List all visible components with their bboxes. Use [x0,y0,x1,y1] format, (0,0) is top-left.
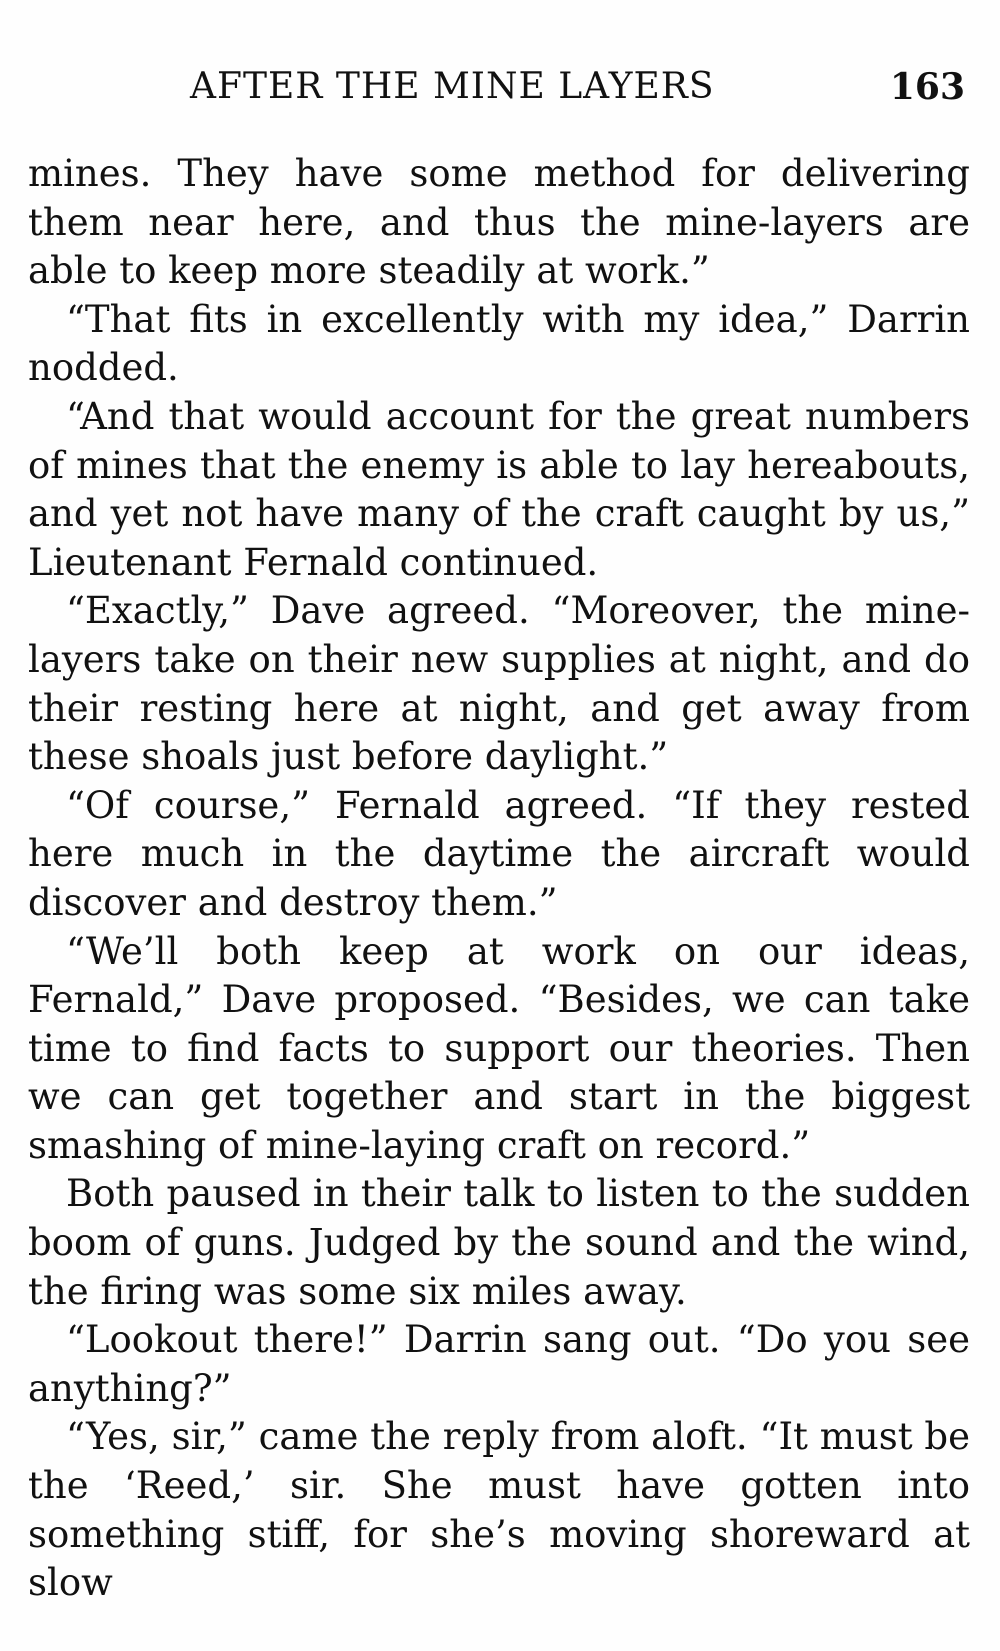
page-number: 163 [889,66,965,108]
paragraph: “We’ll both keep at work on our ideas, Fernald,” Dave proposed. “Besides, we can take time to find facts to support our theories. Then we can get together and start in the biggest smashing of mine-laying craft on record.” [28,929,970,1167]
paragraph: “That fits in excellently with my idea,” Darrin nodded. [28,297,970,390]
paragraph: “Exactly,” Dave agreed. “Moreover, the mine-layers take on their new supplies at night, and do their resting here at night, and get away from these shoals just before daylight.” [28,589,970,779]
paragraph: “Yes, sir,” came the reply from aloft. “It must be the ‘Reed,’ sir. She must have gotten into something stiff, for she’s moving shoreward at slow [28,1415,970,1605]
paragraph: “Lookout there!” Darrin sang out. “Do you see anything?” [28,1318,970,1410]
running-header [30,62,975,112]
paragraph: Both paused in their talk to listen to the sudden boom of guns. Judged by the sound and the wind, the firing was some six miles away. [28,1172,970,1313]
paragraph: mines. They have some method for delivering them near here, and thus the mine-layers are able to keep more steadily at work.” [28,152,970,293]
paragraph: “Of course,” Fernald agreed. “If they rested here much in the daytime the aircraft would discover and destroy them.” [28,783,970,924]
paragraph: “And that would account for the great numbers of mines that the enemy is able to lay hereabouts, and yet not have many of the craft caught by us,” Lieutenant Fernald continued. [28,394,970,584]
running-title: AFTER THE MINE LAYERS [190,66,715,107]
body-text [28,150,970,1608]
